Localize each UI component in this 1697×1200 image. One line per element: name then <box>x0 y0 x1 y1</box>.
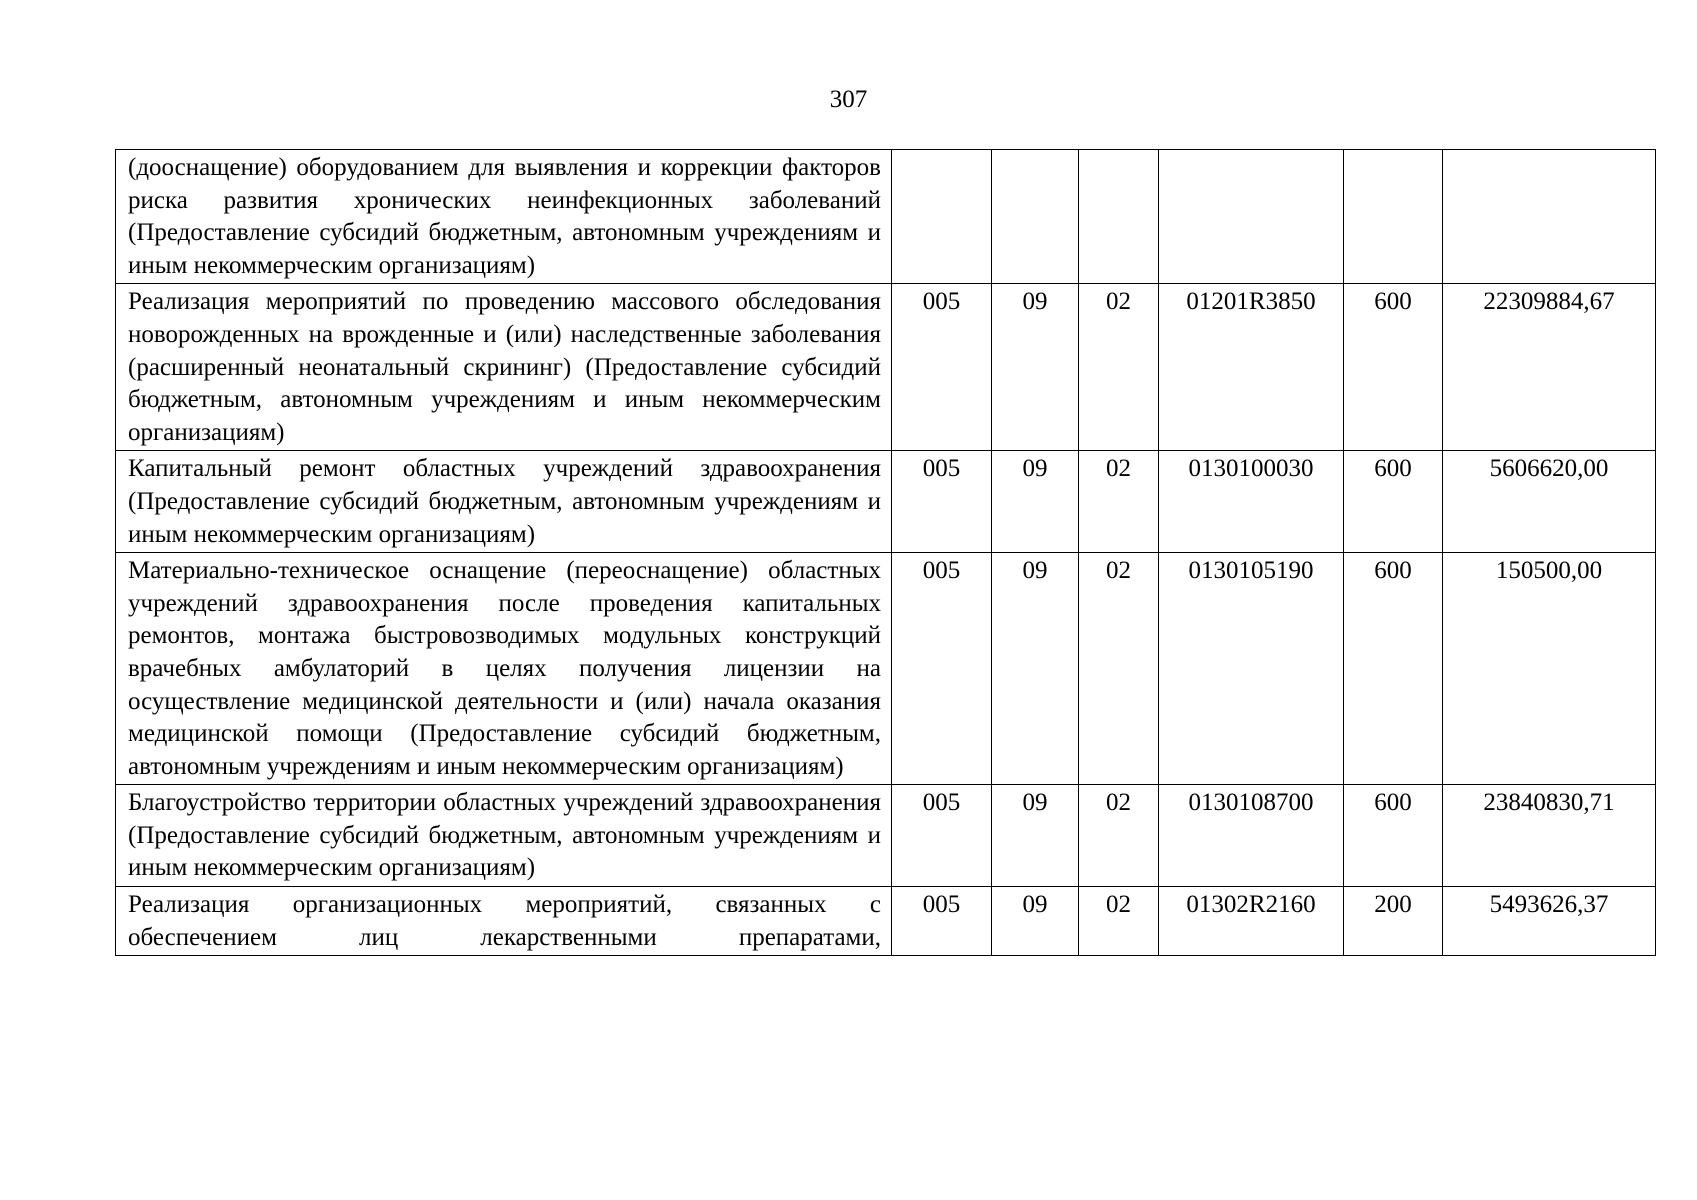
subsection-code: 02 <box>1079 887 1159 956</box>
table-row <box>116 284 1656 451</box>
subsection-code: 02 <box>1079 451 1159 553</box>
target-article-code: 01302R2160 <box>1159 887 1344 956</box>
amount-value <box>1443 150 1656 284</box>
expense-type-code: 200 <box>1344 887 1443 956</box>
target-article-code <box>1159 150 1344 284</box>
amount-value: 150500,00 <box>1443 553 1656 785</box>
ministry-code: 005 <box>892 451 992 553</box>
subsection-code: 02 <box>1079 553 1159 785</box>
budget-table <box>115 149 1656 956</box>
subsection-code: 02 <box>1079 284 1159 451</box>
row-description: (дооснащение) оборудованием для выявления и коррекции факторов риска развития хронических неинфекционных заболеваний (Предоставление субсидий бюджетным, автономным учреждениям и иным некоммерческим организациям) <box>116 150 892 284</box>
target-article-code: 0130108700 <box>1159 785 1344 887</box>
row-description: Реализация мероприятий по проведению массового обследования новорожденных на врожденные и (или) наследственные заболевания (расширенный неонатальный скрининг) (Предоставление субсидий бюджетным, автономным учреждениям и иным некоммерческим организациям) <box>116 284 892 451</box>
table-row <box>116 553 1656 785</box>
ministry-code: 005 <box>892 785 992 887</box>
page-number: 307 <box>829 86 868 113</box>
table-row <box>116 451 1656 553</box>
section-code: 09 <box>992 451 1079 553</box>
row-description: Благоустройство территории областных учреждений здравоохранения (Предоставление субсидий бюджетным, автономным учреждениям и иным некоммерческим организациям) <box>116 785 892 887</box>
section-code: 09 <box>992 553 1079 785</box>
amount-value: 5606620,00 <box>1443 451 1656 553</box>
target-article-code: 01201R3850 <box>1159 284 1344 451</box>
ministry-code: 005 <box>892 553 992 785</box>
table-row <box>116 150 1656 284</box>
ministry-code: 005 <box>892 284 992 451</box>
amount-value: 22309884,67 <box>1443 284 1656 451</box>
expense-type-code: 600 <box>1344 284 1443 451</box>
expense-type-code <box>1344 150 1443 284</box>
row-description: Материально-техническое оснащение (переоснащение) областных учреждений здравоохранения после проведения капитальных ремонтов, монтажа быстровозводимых модульных конструкций врачебных амбулаторий в целях получения лицензии на осуществление медицинской деятельности и (или) начала оказания медицинской помощи (Предоставление субсидий бюджетным, автономным учреждениям и иным некоммерческим организациям) <box>116 553 892 785</box>
table-row <box>116 785 1656 887</box>
expense-type-code: 600 <box>1344 451 1443 553</box>
section-code: 09 <box>992 887 1079 956</box>
expense-type-code: 600 <box>1344 553 1443 785</box>
section-code: 09 <box>992 785 1079 887</box>
amount-value: 23840830,71 <box>1443 785 1656 887</box>
ministry-code <box>892 150 992 284</box>
target-article-code: 0130105190 <box>1159 553 1344 785</box>
amount-value: 5493626,37 <box>1443 887 1656 956</box>
row-description: Капитальный ремонт областных учреждений здравоохранения (Предоставление субсидий бюджетным, автономным учреждениям и иным некоммерческим организациям) <box>116 451 892 553</box>
subsection-code: 02 <box>1079 785 1159 887</box>
row-description: Реализация организационных мероприятий, связанных с обеспечением лиц лекарственными препаратами, <box>116 887 892 956</box>
subsection-code <box>1079 150 1159 284</box>
ministry-code: 005 <box>892 887 992 956</box>
section-code <box>992 150 1079 284</box>
target-article-code: 0130100030 <box>1159 451 1344 553</box>
section-code: 09 <box>992 284 1079 451</box>
expense-type-code: 600 <box>1344 785 1443 887</box>
table-row <box>116 887 1656 956</box>
